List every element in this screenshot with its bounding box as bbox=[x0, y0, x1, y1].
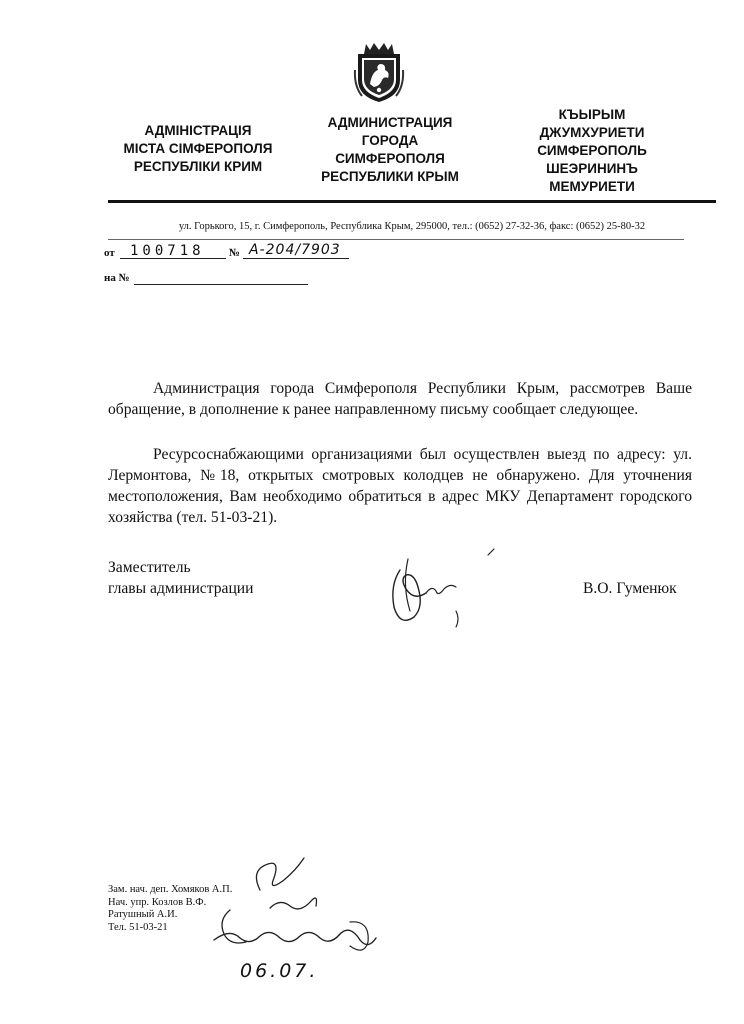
number-field bbox=[243, 244, 349, 259]
from-label: от bbox=[104, 247, 115, 259]
signatory-position-line2: главы администрации bbox=[108, 580, 254, 597]
coat-of-arms-emblem bbox=[352, 40, 406, 104]
header-ukrainian bbox=[108, 122, 288, 176]
handwritten-date: 06.07. bbox=[240, 960, 319, 982]
header-divider-thin bbox=[108, 239, 684, 240]
handwritten-signature bbox=[380, 545, 510, 645]
header-russian-line: СИМФЕРОПОЛЯ bbox=[335, 151, 445, 166]
date-field bbox=[120, 244, 226, 259]
header-russian-line: ГОРОДА bbox=[361, 133, 419, 148]
number-value: А-204/7903 bbox=[249, 242, 341, 258]
date-value: 100718 bbox=[130, 243, 205, 259]
header-ukrainian-line: АДМІНІСТРАЦІЯ bbox=[144, 123, 252, 138]
body-paragraph: Ресурсоснабжающими организациями был осуществлен выезд по адресу: ул. Лермонтова, №18, открытых смотровых колодцев не обнаружено. Для уточнения местоположения, Вам необходимо обратиться в адрес МКУ Департамент городского хозяйства (тел. 51-03-21). bbox=[108, 446, 692, 526]
number-label: № bbox=[229, 247, 241, 259]
header-ukrainian-line: РЕСПУБЛІКИ КРИМ bbox=[133, 159, 263, 174]
header-crimean-tatar-line: ДЖУМХУРИЕТИ bbox=[539, 125, 645, 140]
signatory-name: В.О. Гуменюк bbox=[583, 580, 677, 597]
header-russian-line: РЕСПУБЛИКИ КРЫМ bbox=[321, 169, 459, 184]
handwritten-initials bbox=[200, 850, 390, 960]
footer-line: Ратушный А.И. bbox=[108, 909, 178, 920]
header-divider-thick bbox=[108, 200, 716, 203]
header-russian-line: АДМИНИСТРАЦИЯ bbox=[327, 115, 453, 130]
reply-to-label: на № bbox=[104, 272, 130, 284]
footer-line: Зам. нач. деп. Хомяков А.П. bbox=[108, 884, 233, 895]
body-paragraph: Администрация города Симферополя Республики Крым, рассмотрев Ваше обращение, в дополнение к ранее направленному письму сообщает следующее. bbox=[108, 380, 692, 418]
header-ukrainian-line: МІСТА СІМФЕРОПОЛЯ bbox=[123, 141, 273, 156]
header-russian bbox=[300, 114, 480, 186]
letterhead-address: ул. Горького, 15, г. Симферополь, Республика Крым, 295000, тел.: (0652) 27-32-36, факс: (0652) 25-80-32 bbox=[178, 221, 646, 232]
footer-line: Нач. упр. Козлов В.Ф. bbox=[108, 896, 207, 908]
header-crimean-tatar bbox=[492, 106, 692, 196]
footer-line: Тел. 51-03-21 bbox=[108, 921, 168, 933]
reply-to-field bbox=[134, 270, 308, 285]
signatory-position-line1: Заместитель bbox=[108, 559, 191, 576]
header-crimean-tatar-line: КЪЫРЫМ bbox=[558, 107, 626, 122]
header-crimean-tatar-line: СИМФЕРОПОЛЬ bbox=[537, 143, 647, 158]
header-crimean-tatar-line: МЕМУРИЕТИ bbox=[549, 179, 635, 194]
header-crimean-tatar-line: ШЕЭРИНИНЪ bbox=[546, 161, 638, 176]
